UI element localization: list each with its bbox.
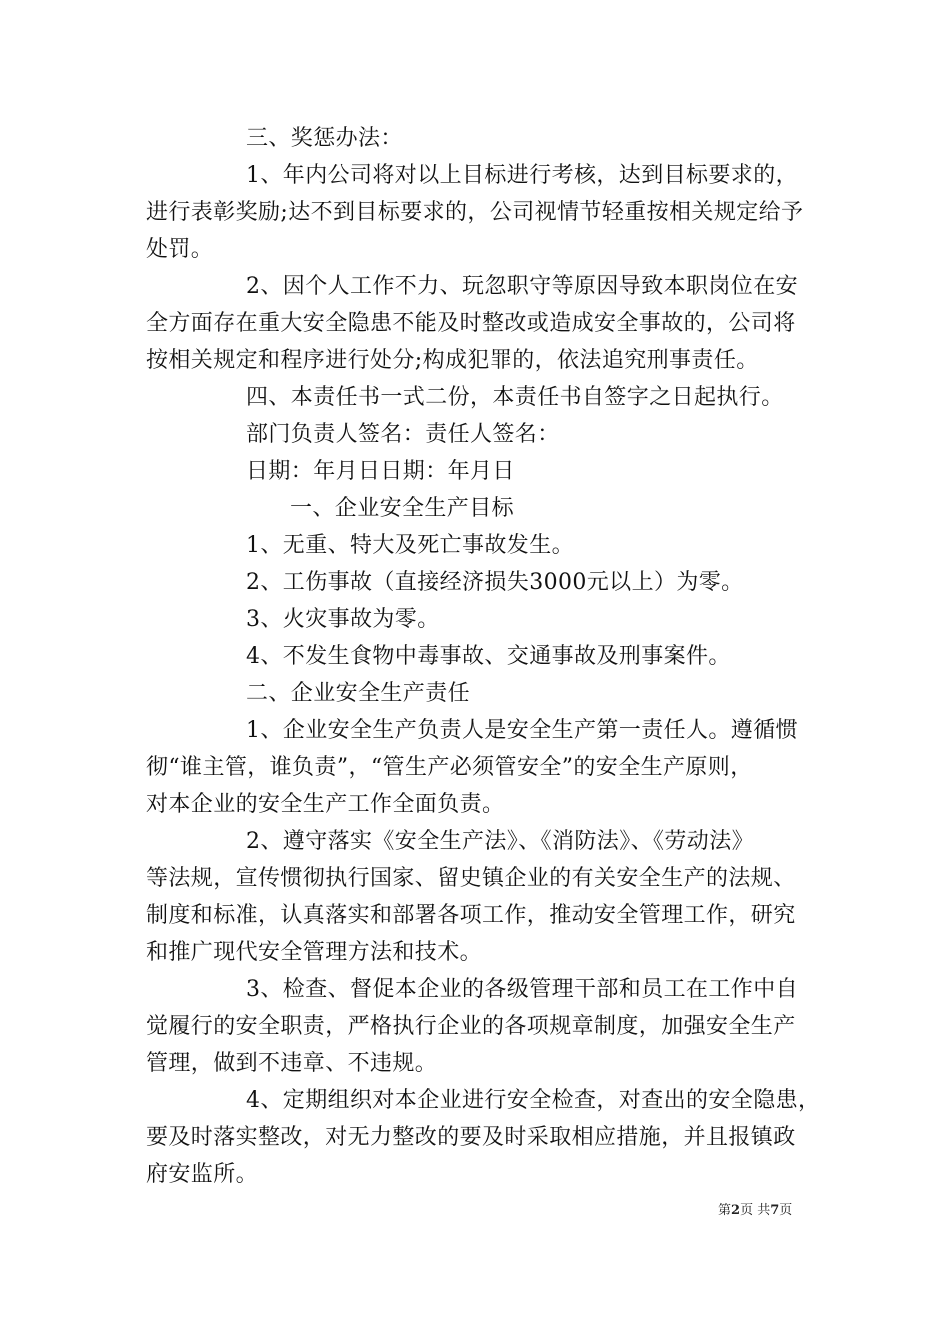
list-item: 2、工伤事故（直接经济损失3000元以上）为零。 (246, 570, 744, 595)
footer-middle: 页 共 (740, 1203, 771, 1218)
total-page-number: 7 (770, 1203, 780, 1218)
paragraph-line: 要及时落实整改，对无力整改的要及时采取相应措施，并且报镇政 (146, 1125, 796, 1150)
paragraph-line: 制度和标准，认真落实和部署各项工作，推动安全管理工作，研究 (146, 903, 796, 928)
paragraph-line: 府安监所。 (146, 1162, 259, 1187)
paragraph-line: 1、年内公司将对以上目标进行考核，达到目标要求的， (246, 163, 798, 188)
footer-suffix: 页 (779, 1203, 793, 1218)
paragraph-line: 等法规，宣传惯彻执行国家、留史镇企业的有关安全生产的法规、 (146, 866, 796, 891)
date-line: 日期：年月日日期：年月日 (246, 459, 515, 484)
list-item: 3、火灾事故为零。 (246, 607, 440, 632)
paragraph-line: 进行表彰奖励;达不到目标要求的，公司视情节轻重按相关规定给予 (146, 200, 804, 225)
paragraph-line: 4、定期组织对本企业进行安全检查，对查出的安全隐患， (246, 1088, 821, 1113)
footer-prefix: 第 (718, 1203, 732, 1218)
section-heading-rewards: 三、奖惩办法： (246, 126, 403, 151)
section-heading-goals: 一、企业安全生产目标 (290, 496, 515, 521)
section-heading-copies: 四、本责任书一式二份，本责任书自签字之日起执行。 (246, 385, 784, 410)
paragraph-line: 全方面存在重大安全隐患不能及时整改或造成安全事故的，公司将 (146, 311, 796, 336)
paragraph-line: 和推广现代安全管理方法和技术。 (146, 940, 483, 965)
paragraph-line: 按相关规定和程序进行处分;构成犯罪的，依法追究刑事责任。 (146, 348, 759, 373)
paragraph-line: 管理，做到不违章、不违规。 (146, 1051, 438, 1076)
page-footer (718, 1202, 792, 1220)
list-item: 4、不发生食物中毒事故、交通事故及刑事案件。 (246, 644, 731, 669)
current-page-number: 2 (731, 1203, 741, 1218)
paragraph-line: 3、检查、督促本企业的各级管理干部和员工在工作中自 (246, 977, 798, 1002)
signature-line: 部门负责人签名：责任人签名： (246, 422, 560, 447)
paragraph-line: 2、因个人工作不力、玩忽职守等原因导致本职岗位在安 (246, 274, 798, 299)
section-heading-responsibility: 二、企业安全生产责任 (246, 681, 471, 706)
paragraph-line: 1、企业安全生产负责人是安全生产第一责任人。遵循惯 (246, 718, 798, 743)
paragraph-line: 觉履行的安全职责，严格执行企业的各项规章制度，加强安全生产 (146, 1014, 796, 1039)
paragraph-line: 处罚。 (146, 237, 214, 262)
list-item: 1、无重、特大及死亡事故发生。 (246, 533, 574, 558)
paragraph-line: 彻“谁主管，谁负责”，“管生产必须管安全”的安全生产原则， (146, 755, 753, 780)
paragraph-line: 2、遵守落实《安全生产法》、《消防法》、《劳动法》 (246, 829, 754, 854)
paragraph-line: 对本企业的安全生产工作全面负责。 (146, 792, 505, 817)
